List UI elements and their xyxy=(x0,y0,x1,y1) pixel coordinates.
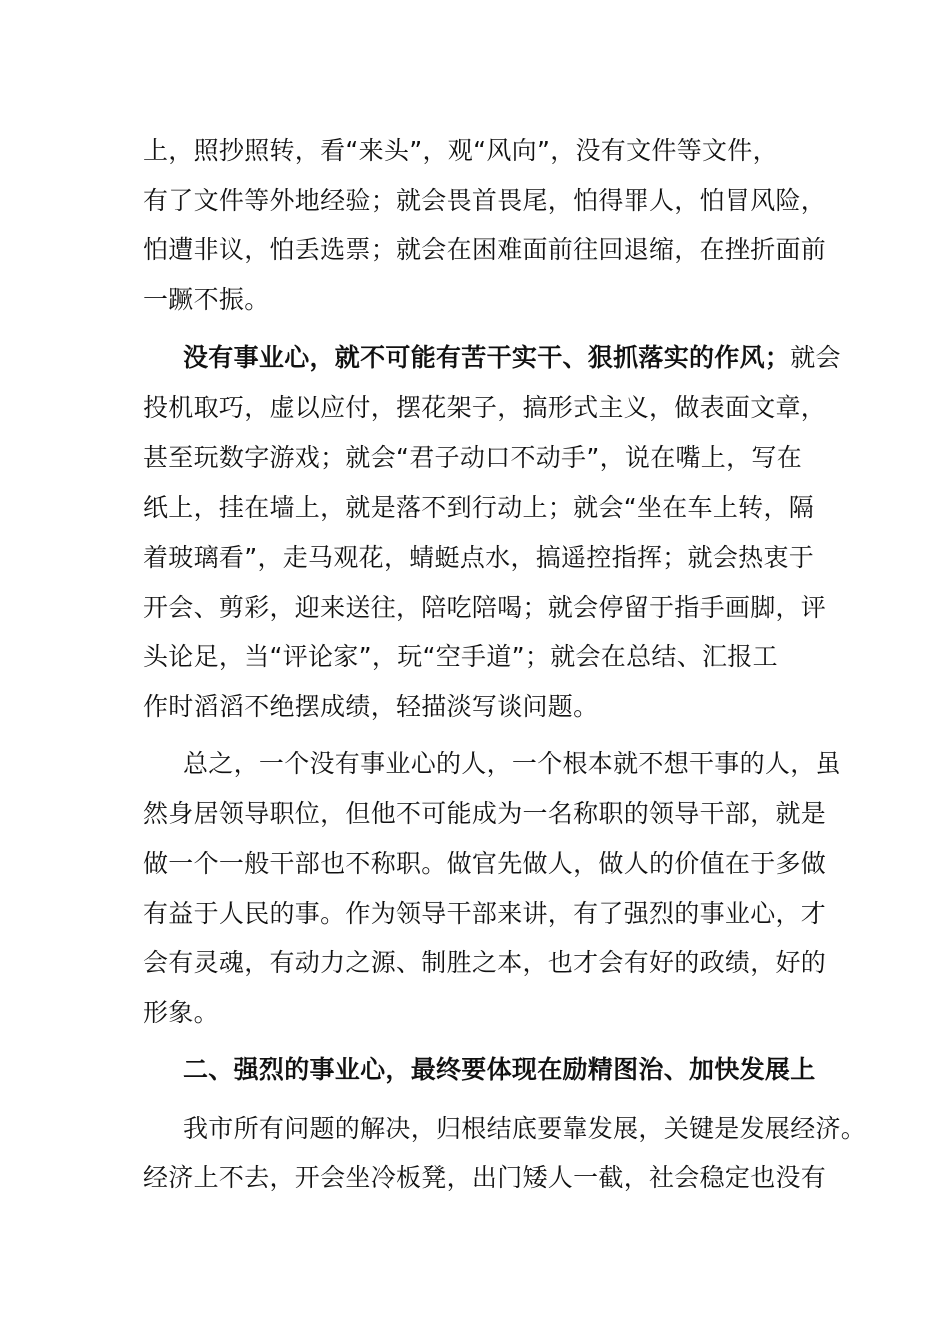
paragraph-2-lead-rest: 就会 xyxy=(790,343,841,372)
paragraph-1-line-1: 上，照抄照转，看“来头”，观“风向”，没有文件等文件， xyxy=(143,136,778,165)
section-heading-2: 二、强烈的事业心，最终要体现在励精图治、加快发展上 xyxy=(183,1055,816,1084)
paragraph-1-line-4: 一蹶不振。 xyxy=(143,285,270,314)
paragraph-2-line-1: 投机取巧，虚以应付，摆花架子，搞形式主义，做表面文章， xyxy=(143,393,827,422)
paragraph-2-line-7: 作时滔滔不绝摆成绩，轻描淡写谈问题。 xyxy=(143,692,599,721)
paragraph-2-line-3: 纸上，挂在墙上，就是落不到行动上；就会“坐在车上转，隔 xyxy=(143,493,815,522)
paragraph-2-line-4: 着玻璃看”，走马观花，蜻蜓点水，搞遥控指挥；就会热衷于 xyxy=(143,543,815,572)
paragraph-3-line-6: 形象。 xyxy=(143,998,219,1027)
paragraph-4-line-1: 我市所有问题的解决，归根结底要靠发展，关键是发展经济。 xyxy=(183,1114,867,1143)
paragraph-3-line-4: 有益于人民的事。作为领导干部来讲，有了强烈的事业心，才 xyxy=(143,899,827,928)
paragraph-2-line-5: 开会、剪彩，迎来送往，陪吃陪喝；就会停留于指手画脚，评 xyxy=(143,593,827,622)
paragraph-2-line-6: 头论足，当“评论家”，玩“空手道”；就会在总结、汇报工 xyxy=(143,642,778,671)
paragraph-2-lead xyxy=(183,341,841,375)
paragraph-2-line-2: 甚至玩数字游戏；就会“君子动口不动手”，说在嘴上，写在 xyxy=(143,443,803,472)
paragraph-3-line-5: 会有灵魂，有动力之源、制胜之本，也才会有好的政绩，好的 xyxy=(143,948,827,977)
paragraph-3-line-2: 然身居领导职位，但他不可能成为一名称职的领导干部，就是 xyxy=(143,799,827,828)
paragraph-2-lead-bold: 没有事业心，就不可能有苦干实干、狠抓落实的作风； xyxy=(183,343,791,372)
paragraph-1-line-3: 怕遭非议，怕丢选票；就会在困难面前往回退缩，在挫折面前 xyxy=(143,235,827,264)
paragraph-3-line-1: 总之，一个没有事业心的人，一个根本就不想干事的人，虽 xyxy=(183,749,841,778)
paragraph-1-line-2: 有了文件等外地经验；就会畏首畏尾，怕得罪人，怕冒风险， xyxy=(143,186,827,215)
paragraph-4-line-2: 经济上不去，开会坐冷板凳，出门矮人一截，社会稳定也没有 xyxy=(143,1163,827,1192)
paragraph-3-line-3: 做一个一般干部也不称职。做官先做人，做人的价值在于多做 xyxy=(143,849,827,878)
